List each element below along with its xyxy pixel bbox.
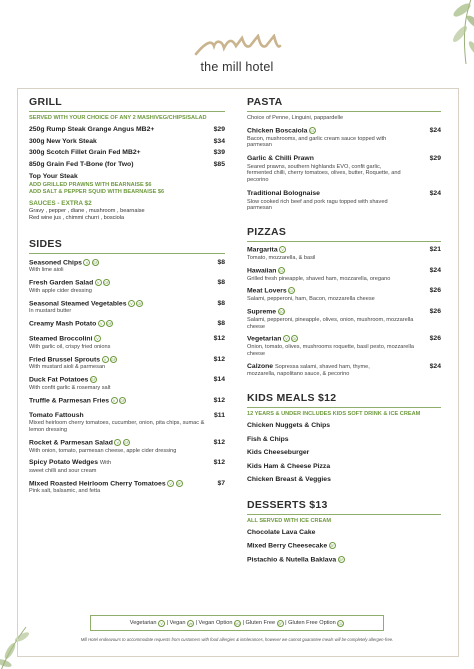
- gluten-free-icon: GF: [120, 398, 126, 403]
- menu-item: [247, 246, 441, 262]
- menu-item: [29, 412, 225, 434]
- item-inline-description: With: [99, 460, 112, 467]
- menu-item: [247, 363, 441, 378]
- item-description: With apple cider dressing: [29, 287, 92, 294]
- menu-item: [29, 439, 225, 455]
- item-inline-description: Sopressa salami, shaved ham, thyme,: [274, 363, 370, 370]
- kids-item: Fish & Chips: [247, 435, 289, 443]
- allergen-disclaimer: Mill Hotel endeavours to accommodate requests from customers with food allergies & intolerances, however we cannot guarantee meals will be completely allergen-free.: [80, 637, 394, 642]
- gluten-free-icon: GF: [92, 260, 98, 265]
- sauces-line-1: Gravy , pepper , diane , mushroom , bearnaise: [29, 207, 145, 214]
- item-description: Slow cooked rich beef and pork ragu topped with shaved parmesan: [247, 198, 388, 212]
- menu-item: [29, 480, 225, 496]
- item-price: $8: [217, 279, 225, 287]
- vegetarian-icon: V: [114, 439, 121, 446]
- menu-item: [29, 149, 225, 158]
- desserts-note: ALL SERVED WITH ICE CREAM: [247, 517, 332, 524]
- item-name: 300g Scotch Fillet Grain Fed MB2+: [29, 149, 141, 156]
- item-name: Truffle & Parmesan Fries: [29, 397, 110, 405]
- dietary-legend: [90, 615, 384, 631]
- sauces-heading: SAUCES - EXTRA $2: [29, 199, 92, 207]
- gluten-free-icon: GF: [107, 322, 113, 327]
- item-description: With onion, tomato, parmesan cheese, apple cider dressing: [29, 447, 177, 454]
- item-name: Vegetarian: [247, 335, 282, 343]
- gluten-free-option-icon: GO: [278, 309, 285, 314]
- gluten-free-icon: GF: [137, 301, 143, 306]
- item-description: Mixed heirloom cherry tomatoes, cucumber, onion, pita chips, sumac & lemon dressing: [29, 420, 205, 433]
- vegetarian-icon: V: [94, 335, 101, 342]
- dessert-item: Chocolate Lava Cake: [247, 528, 316, 536]
- gluten-free-option-icon: GO: [278, 268, 285, 273]
- item-name: 250g Rump Steak Grange Angus MB2+: [29, 126, 155, 133]
- dessert-item-name: Mixed Berry Cheesecake: [247, 542, 328, 550]
- gluten-free-icon: GF: [277, 621, 283, 626]
- vegetarian-icon: V: [279, 246, 286, 253]
- gluten-free-option-icon: GO: [338, 621, 344, 626]
- legend-gluten-free-option: | Gluten Free Option: [285, 620, 336, 626]
- kids-note: 12 YEARS & UNDER INCLUDES KIDS SOFT DRINK & ICE CREAM: [247, 411, 421, 418]
- menu-item: [247, 308, 441, 330]
- item-name: Garlic & Chilli Prawn: [247, 155, 314, 163]
- item-description: With lime aioli: [29, 267, 64, 274]
- dessert-item: [247, 556, 441, 565]
- pasta-heading: PASTA: [247, 96, 441, 112]
- kids-item: Chicken Breast & Veggies: [247, 476, 331, 484]
- item-price: $12: [213, 459, 225, 467]
- menu-item: [29, 259, 225, 275]
- item-description: With confit garlic & rosemary salt: [29, 385, 111, 392]
- desserts-heading: DESSERTS $13: [247, 499, 441, 515]
- item-name: 300g New York Steak: [29, 137, 97, 145]
- vegetarian-icon: V: [102, 356, 109, 363]
- item-price: $14: [213, 376, 225, 384]
- mill-script-logo: [192, 34, 282, 58]
- item-price: $12: [213, 355, 225, 363]
- item-price: $39: [213, 149, 225, 156]
- item-description: Seared prawns, southern highlands EVO, confit garlic, fermented chilli, cherry tomatoes, olives, butter, Roquette, and pecorino: [247, 163, 401, 184]
- vegetarian-icon: V: [128, 300, 135, 307]
- dessert-item: [247, 542, 441, 551]
- menu-item: [29, 300, 225, 316]
- item-name: Seasoned Chips: [29, 258, 82, 266]
- menu-item: [29, 320, 225, 329]
- item-description: Salami, pepperoni, ham, Bacon, mozzarella cheese: [247, 296, 375, 303]
- item-price: $12: [213, 396, 225, 404]
- item-price: $8: [217, 320, 225, 328]
- item-description: Tomato, mozzarella, & basil: [247, 254, 316, 261]
- item-price: $24: [429, 126, 441, 134]
- kids-item: Chicken Nuggets & Chips: [247, 422, 331, 430]
- menu-item: [29, 138, 225, 147]
- item-name: Traditional Bolognaise: [247, 190, 320, 198]
- menu-item: [29, 356, 225, 372]
- item-price: $26: [429, 335, 441, 343]
- menu-item: [29, 335, 225, 351]
- vegetarian-icon: V: [98, 320, 105, 327]
- item-price: $26: [429, 287, 441, 295]
- legend-vegan-option: | Vegan Option: [195, 620, 233, 626]
- item-price: $29: [213, 126, 225, 133]
- item-price: $34: [213, 137, 225, 145]
- gluten-free-icon: GF: [338, 557, 344, 562]
- vegetarian-icon: V: [158, 620, 165, 627]
- menu-item: [29, 126, 225, 135]
- menu-item: [247, 155, 441, 184]
- item-name: Tomato Fattoush: [29, 411, 84, 419]
- pasta-note: Choice of Penne, Linguini, pappardelle: [247, 115, 344, 121]
- item-price: $24: [429, 362, 441, 370]
- kids-item: Kids Cheeseburger: [247, 449, 310, 457]
- kids-heading: KIDS MEALS $12: [247, 392, 441, 408]
- vegan-icon: Ve: [188, 621, 193, 626]
- menu-item: [247, 335, 441, 357]
- right-column: [247, 96, 441, 565]
- item-name: Supreme: [247, 308, 277, 316]
- item-description: In mustard butter: [29, 308, 72, 315]
- item-price: $7: [217, 479, 225, 487]
- menu-item: [247, 127, 441, 149]
- gluten-free-icon: GF: [90, 378, 96, 383]
- gluten-free-option-icon: GO: [309, 128, 316, 133]
- legend-vegetarian: Vegetarian: [129, 620, 157, 626]
- grill-heading: GRILL: [29, 96, 225, 112]
- topper-note-squid: ADD SALT & PEPPER SQUID WITH BEARNAISE $6: [29, 188, 165, 195]
- grill-items: [29, 126, 225, 169]
- item-description: With mustard aioli & parmesan: [29, 364, 106, 371]
- item-description: Bacon, mushrooms, and garlic cream sauce topped with parmesan: [247, 135, 387, 149]
- gluten-free-icon: GF: [104, 281, 110, 286]
- item-name: Seasonal Steamed Vegetables: [29, 299, 127, 307]
- hotel-name: the mill hotel: [200, 60, 274, 74]
- menu-item: [29, 279, 225, 295]
- sides-items: [29, 259, 225, 496]
- item-price: $29: [429, 155, 441, 163]
- item-description: Salami, pepperoni, pineapple, olives, onion, mushroom, mozzarella cheese: [247, 316, 414, 330]
- item-description: sweet chilli and sour cream: [29, 467, 97, 474]
- gluten-free-icon: GF: [329, 544, 335, 549]
- item-price: $12: [213, 438, 225, 446]
- item-description: Onion, tomato, olives, mushrooms roquette, basil pesto, mozzarella cheese: [247, 344, 414, 357]
- menu-item: [247, 287, 441, 303]
- vegetarian-icon: V: [95, 279, 102, 286]
- menu-item: [247, 190, 441, 212]
- item-name: Meat Lovers: [247, 287, 287, 295]
- vegetarian-icon: V: [111, 397, 118, 404]
- left-column: [29, 96, 225, 495]
- sauces-line-2: Red wine jus , chimmi churri , bosciola: [29, 214, 125, 221]
- pizzas-heading: PIZZAS: [247, 226, 441, 242]
- item-price: $8: [217, 299, 225, 307]
- item-name: Margarita: [247, 246, 278, 254]
- gluten-free-icon: GF: [123, 440, 129, 445]
- item-price: $8: [217, 258, 225, 266]
- item-name: Rocket & Parmesan Salad: [29, 439, 113, 447]
- item-name: Fresh Garden Salad: [29, 279, 94, 287]
- legend-vegan: | Vegan: [166, 620, 186, 626]
- vegan-option-icon: VO: [234, 621, 241, 626]
- item-name: Creamy Mash Potato: [29, 320, 97, 328]
- item-name: Spicy Potato Wedges: [29, 459, 98, 467]
- item-price: $21: [429, 246, 441, 254]
- item-name: Steamed Broccolini: [29, 335, 93, 343]
- kids-item: Kids Ham & Cheese Pizza: [247, 462, 331, 470]
- menu-item: [29, 459, 225, 474]
- item-name: Chicken Boscaiola: [247, 127, 308, 135]
- menu-item: [29, 397, 225, 406]
- grill-note: SERVED WITH YOUR CHOICE OF ANY 2 MASH/VEG/CHIPS/SALAD: [29, 115, 207, 121]
- gluten-free-option-icon: GO: [289, 289, 295, 294]
- legend-gluten-free: | Gluten Free: [242, 620, 276, 626]
- item-name: Duck Fat Potatoes: [29, 376, 89, 384]
- item-price: $26: [429, 307, 441, 315]
- item-description: mozzarella, napolitano sauce, & pecorino: [247, 371, 350, 378]
- gluten-free-option-icon: GO: [292, 337, 298, 342]
- item-price: $11: [214, 411, 225, 419]
- hotel-logo: [0, 34, 474, 74]
- item-description: Grilled fresh pineapple, shaved ham, mozzarella, oregano: [247, 275, 391, 282]
- item-name: Hawaiian: [247, 267, 277, 275]
- gluten-free-icon: GF: [111, 357, 117, 362]
- vegetarian-icon: V: [167, 480, 174, 487]
- item-price: $24: [429, 266, 441, 274]
- gluten-free-icon: GF: [176, 481, 182, 486]
- item-name: Mixed Roasted Heirloom Cherry Tomatoes: [29, 479, 166, 487]
- sides-heading: SIDES: [29, 238, 225, 254]
- item-price: $12: [213, 335, 225, 343]
- menu-item: [247, 267, 441, 283]
- item-description: With garlic oil, crispy fried onions: [29, 343, 111, 350]
- topper-note-prawns: ADD GRILLED PRAWNS WITH BEARNAISE $6: [29, 181, 152, 188]
- item-name: 850g Grain Fed T-Bone (for Two): [29, 160, 134, 168]
- item-price: $85: [213, 160, 225, 168]
- item-price: $24: [429, 190, 441, 198]
- item-name: Calzone: [247, 362, 274, 370]
- topper-title: Top Your Steak: [29, 173, 78, 180]
- item-name: Fried Brussel Sprouts: [29, 355, 101, 363]
- dessert-item-name: Pistachio & Nutella Baklava: [247, 556, 337, 564]
- menu-item: [29, 161, 225, 170]
- vegetarian-icon: V: [83, 259, 90, 266]
- menu-item: [29, 376, 225, 392]
- item-description: Pink salt, balsamic, and fetta: [29, 488, 101, 495]
- vegetarian-icon: V: [283, 335, 290, 342]
